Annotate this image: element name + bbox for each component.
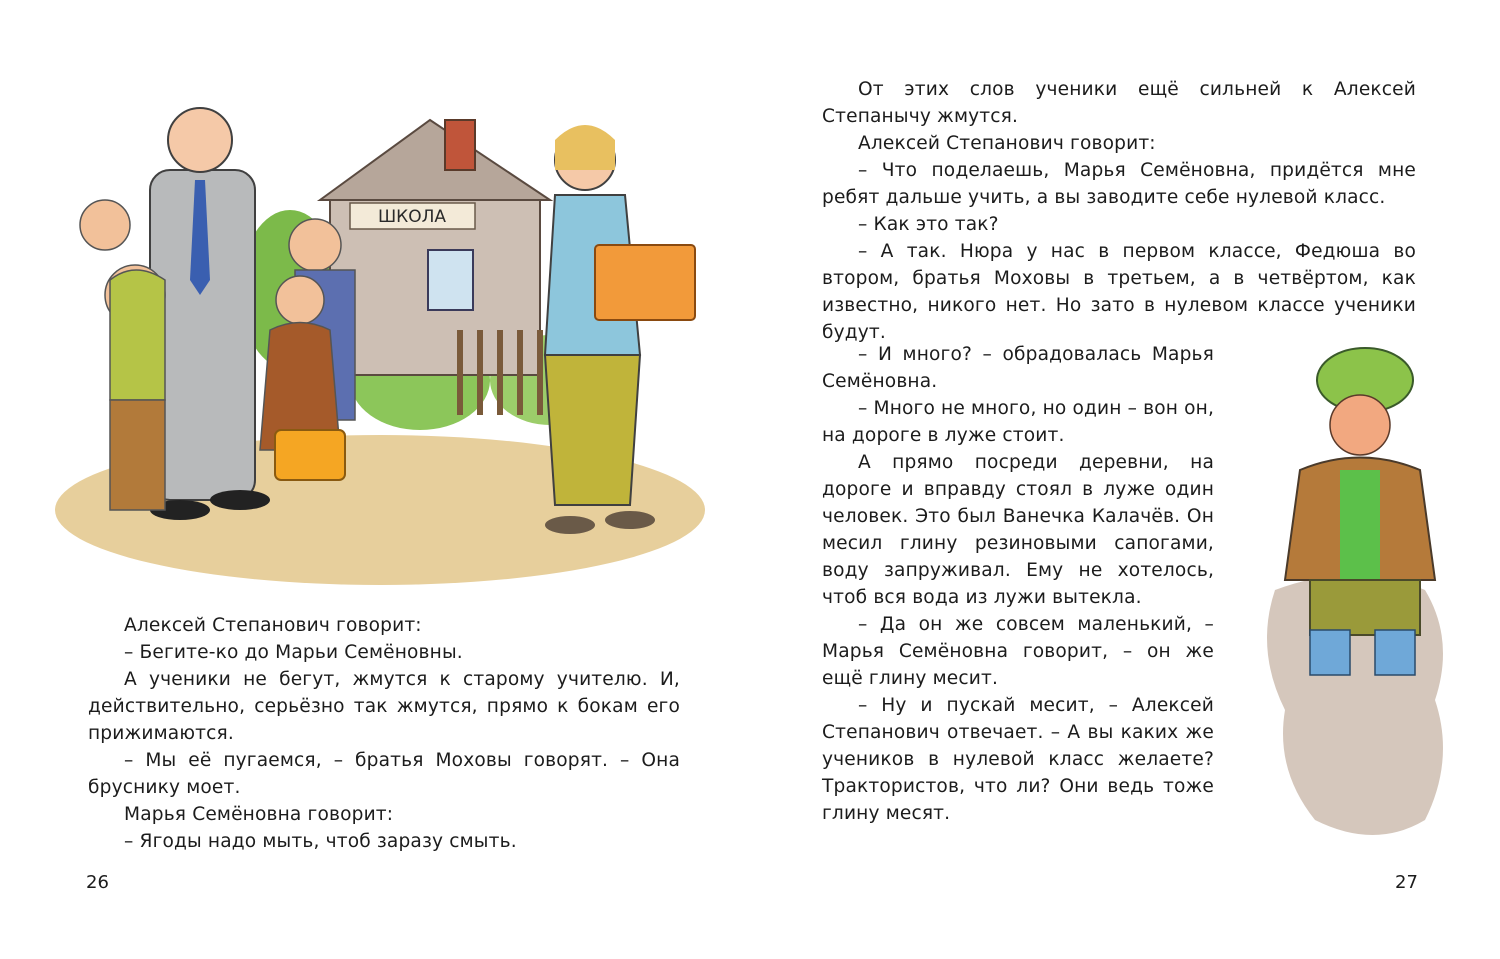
paragraph: А прямо посреди деревни, на дороге и вправду стоял в луже один человек. Это был Ванечка Калачёв. Он месил глину резиновыми сапогами, воду запруживал. Ему не хотелось, чтоб вся вода из лужи вытекла. (822, 452, 1214, 608)
paragraph: – Ну и пускай месит, – Алексей Степанович отвечает. – А вы каких же учеников в нулевой класс желаете? Трактористов, что ли? Они ведь тоже глину месят. (822, 695, 1214, 824)
right-page (750, 0, 1500, 959)
paragraph: – Что поделаешь, Марья Семёновна, придётся мне ребят дальше учить, а вы заводите себе нулевой класс. (822, 160, 1416, 208)
paragraph: – Как это так? (858, 214, 999, 235)
paragraph: – Да он же совсем маленький, – Марья Семёновна говорит, – он же ещё глину месит. (822, 614, 1214, 689)
right-page-text-top (822, 76, 1416, 346)
paragraph: – Много не много, но один – вон он, на дороге в луже стоит. (822, 398, 1214, 446)
paragraph: – И много? – обрадовалась Марья Семёновна. (822, 344, 1214, 392)
school-scene-illustration (50, 80, 710, 590)
paragraph: – Мы её пугаемся, – братья Моховы говорят. – Она бруснику моет. (88, 750, 680, 798)
paragraph: От этих слов ученики ещё сильней к Алексей Степанычу жмутся. (822, 79, 1416, 127)
paragraph: – А так. Нюра у нас в первом классе, Федюша во втором, братья Моховы в третьем, а в четвёртом, как известно, никого нет. Но зато в нулевом классе ученики будут. (822, 241, 1416, 343)
paragraph: – Бегите-ко до Марьи Семёновны. (124, 642, 463, 663)
paragraph: Алексей Степанович говорит: (858, 133, 1156, 154)
paragraph: Марья Семёновна говорит: (124, 804, 394, 825)
paragraph: – Ягоды надо мыть, чтоб заразу смыть. (124, 831, 517, 852)
right-page-text-wrap (822, 341, 1214, 827)
page-number: 26 (86, 872, 109, 893)
page-number: 27 (1395, 872, 1418, 893)
paragraph: Алексей Степанович говорит: (124, 615, 422, 636)
left-page-text (88, 612, 680, 855)
boy-in-puddle-illustration (1245, 330, 1475, 850)
paragraph: А ученики не бегут, жмутся к старому учителю. И, действительно, серьёзно так жмутся, прямо к бокам его прижимаются. (88, 669, 680, 744)
school-sign-text: ШКОЛА (377, 207, 447, 227)
